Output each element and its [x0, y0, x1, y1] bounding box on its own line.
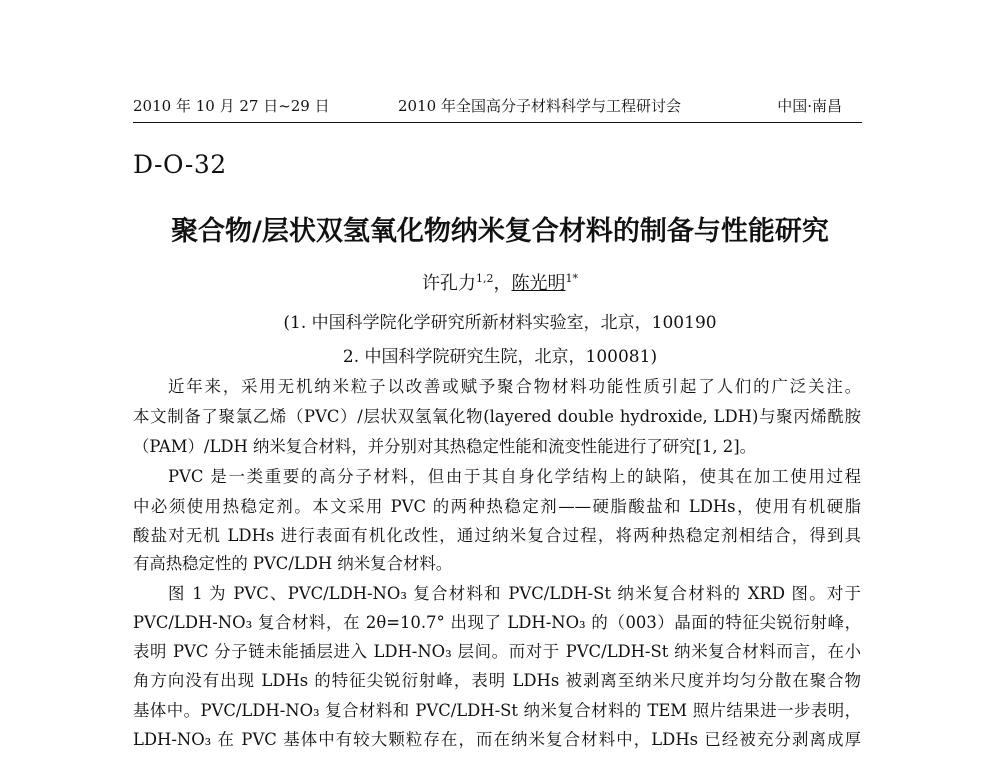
body-line-13: LDH-NO₃ 在 PVC 基体中有较大颗粒存在，而在纳米复合材料中，LDHs 已经被充分剥离成厚 — [133, 730, 861, 749]
author-2-affiliation: 1* — [565, 272, 578, 285]
running-header — [133, 96, 860, 120]
header-date: 2010 年 10 月 27 日~29 日 — [133, 97, 330, 115]
header-conference: 2010 年全国高分子材料科学与工程研讨会 — [398, 97, 681, 115]
body-line-12: 基体中。PVC/LDH-NO₃ 复合材料和 PVC/LDH-St 纳米复合材料的 TEM 照片结果进一步表明， — [133, 701, 861, 720]
author-list — [0, 266, 1000, 297]
body-line-7: 有高热稳定性的 PVC/LDH 纳米复合材料。 — [133, 554, 453, 573]
paper-id: D-O-32 — [133, 150, 227, 179]
body-line-6: 酸盐对无机 LDHs 进行表面有机化改性，通过纳米复合过程，将两种热稳定剂相结合，得到具 — [133, 526, 861, 545]
affiliation-2: 2. 中国科学院研究生院，北京，100081) — [342, 347, 658, 367]
body-line-8: 图 1 为 PVC、PVC/LDH-NO₃ 复合材料和 PVC/LDH-St 纳米复合材料的 XRD 图。对于 — [168, 584, 861, 603]
author-separator: ， — [493, 273, 512, 294]
body-line-9: PVC/LDH-NO₃ 复合材料，在 2θ=10.7° 出现了 LDH-NO₃ 的（003）晶面的特征尖锐衍射峰， — [133, 613, 861, 632]
body-line-5: 中必须使用热稳定剂。本文采用 PVC 的两种热稳定剂——硬脂酸盐和 LDHs，使用有机硬脂 — [133, 497, 861, 516]
body-line-3: （PAM）/LDH 纳米复合材料，并分别对其热稳定性能和流变性能进行了研究[1, 2]。 — [133, 437, 756, 456]
affiliation-1: (1. 中国科学院化学研究所新材料实验室，北京，100190 — [283, 313, 717, 333]
paper-title: 聚合物/层状双氢氧化物纳米复合材料的制备与性能研究 — [171, 216, 829, 247]
body-line-1: 近年来，采用无机纳米粒子以改善或赋予聚合物材料功能性质引起了人们的广泛关注。 — [168, 377, 861, 396]
author-1-affiliation: 1,2 — [476, 272, 494, 285]
body-line-2: 本文制备了聚氯乙烯（PVC）/层状双氢氧化物(layered double hydroxide, LDH)与聚丙烯酰胺 — [133, 407, 861, 426]
author-2-name: 陈光明 — [511, 273, 566, 294]
body-line-4: PVC 是一类重要的高分子材料，但由于其自身化学结构上的缺陷，使其在加工使用过程 — [168, 467, 861, 486]
header-rule — [133, 122, 862, 123]
author-1-name: 许孔力 — [422, 273, 476, 294]
body-line-11: 角方向没有出现 LDHs 的特征尖锐衍射峰，表明 LDHs 被剥离至纳米尺度并均匀分散在聚合物 — [133, 671, 861, 690]
header-location: 中国·南昌 — [777, 97, 842, 115]
body-line-10: 表明 PVC 分子链未能插层进入 LDH-NO₃ 层间。而对于 PVC/LDH-St 纳米复合材料而言，在小 — [133, 642, 861, 661]
